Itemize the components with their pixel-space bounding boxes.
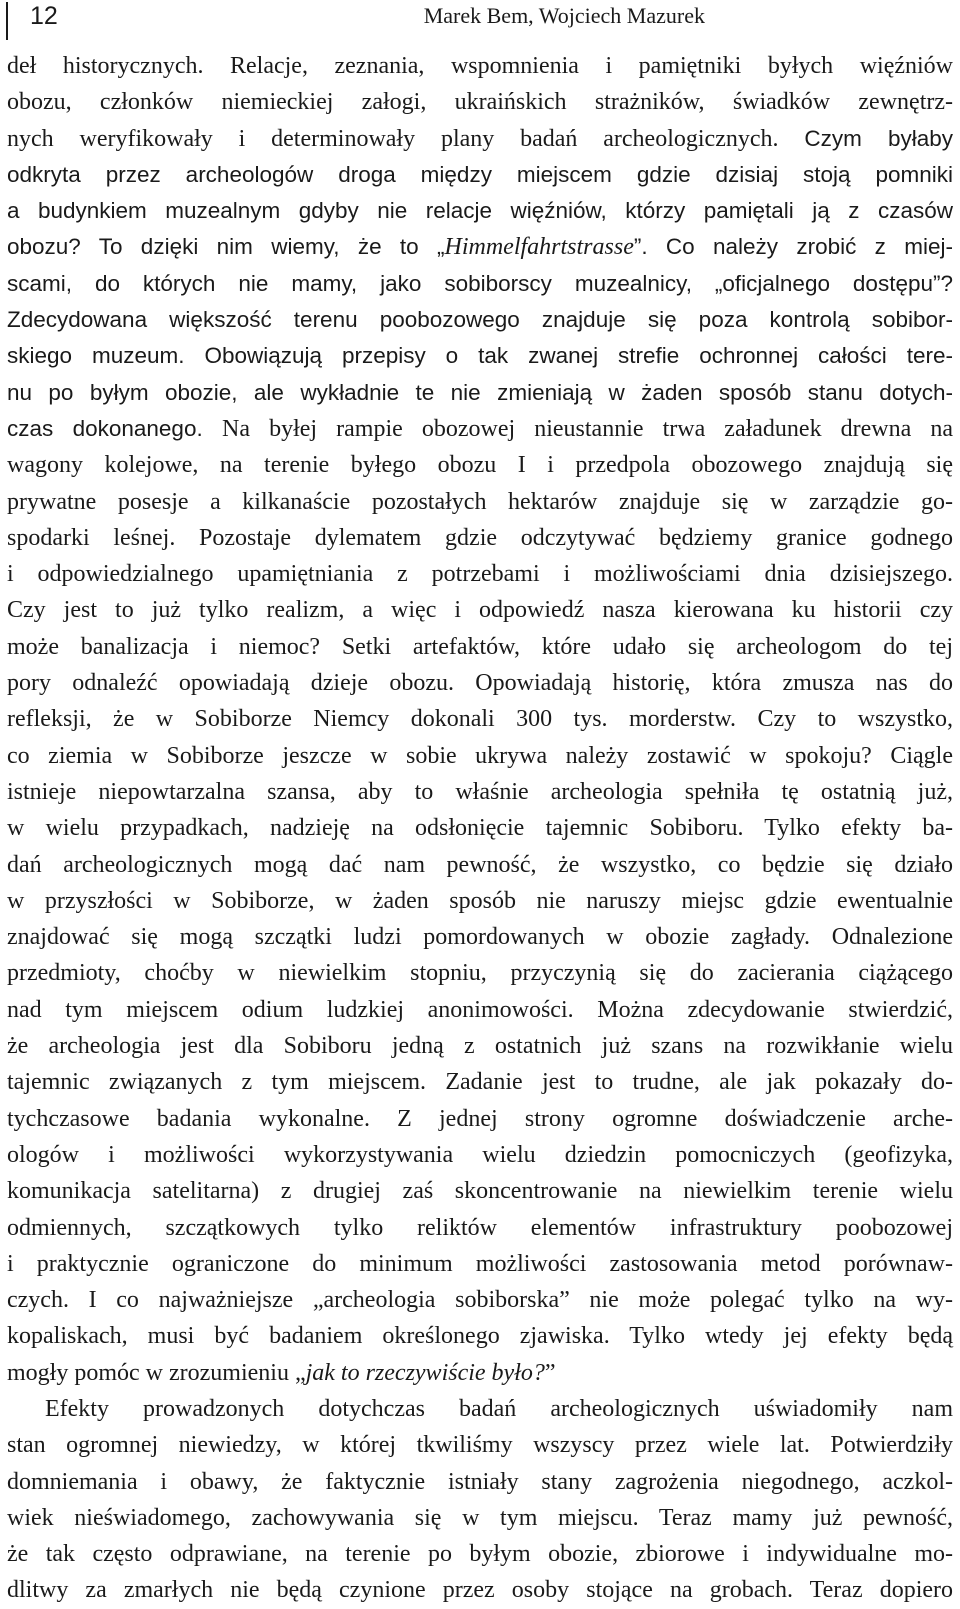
- text-line: [7, 302, 953, 338]
- text-run: może banalizacja i niemoc? Setki artefaktów, które udało się archeologom do tej: [7, 633, 953, 660]
- text-run: że archeologia jest dla Sobiboru jedną z ostatnich już szans na rozwikłanie wielu: [7, 1033, 953, 1060]
- text-run: jak to rzeczywiście było?: [305, 1359, 545, 1386]
- text-run: co ziemia w Sobiborze jeszcze w sobie ukrywa należy zostawić w spokoju? Ciągle: [7, 742, 953, 769]
- body-text: [7, 48, 953, 1609]
- text-line: [7, 847, 953, 883]
- text-run: że tak często odprawiane, na terenie po byłym obozie, zbiorowe i indywidualne mo-: [7, 1541, 953, 1568]
- text-line: [7, 556, 953, 592]
- text-line: [7, 1210, 953, 1246]
- text-line: [7, 1028, 953, 1064]
- text-run: czych. I co najważniejsze „archeologia sobiborska” nie może polegać tylko na wy-: [7, 1287, 953, 1314]
- text-run: nych weryfikowały i determinowały plany badań archeologicznych.: [7, 125, 805, 152]
- page-header: [0, 0, 960, 44]
- text-run: znajdować się mogą szczątki ludzi pomordowanych w obozie zagłady. Odnalezione: [7, 924, 953, 951]
- text-line: [7, 955, 953, 991]
- text-line: [7, 1500, 953, 1536]
- text-line: [7, 447, 953, 483]
- text-line: [7, 338, 953, 374]
- text-line: [7, 701, 953, 737]
- text-run: przedmioty, choćby w niewielkim stopniu, przyczynią się do zacierania ciążącego: [7, 960, 953, 987]
- text-line: [7, 592, 953, 628]
- text-run: tajemnic związanych z tym miejscem. Zadanie jest to trudne, ale jak pokazały do-: [7, 1069, 953, 1096]
- text-run: istnieje niepowtarzalna szansa, aby to właśnie archeologia spełniła tę ostatnią już,: [7, 778, 953, 805]
- text-run: wagony kolejowe, na terenie byłego obozu I i przedpola obozowego znajdują się: [7, 452, 953, 479]
- text-run: wiek nieświadomego, zachowywania się w tym miejscu. Teraz mamy już pewność,: [7, 1504, 953, 1531]
- text-line: [7, 992, 953, 1028]
- text-run: komunikacja satelitarna) z drugiej zaś skoncentrowanie na niewielkim terenie wielu: [7, 1178, 953, 1205]
- text-run: Himmelfahrtstrasse: [444, 234, 634, 261]
- text-run: czas dokonanego.: [7, 415, 223, 441]
- text-run: Na byłej rampie obozowej nieustannie trwa załadunek drewna na: [222, 415, 953, 442]
- text-run: a budynkiem muzealnym gdyby nie relacje więźniów, którzy pamiętali ją z czasów: [7, 198, 953, 224]
- text-line: [7, 774, 953, 810]
- text-run: nu po byłym obozie, ale wykładnie te nie zmieniają w żaden sposób stanu dotych-: [7, 379, 953, 405]
- text-run: mogły pomóc w zrozumieniu „: [7, 1359, 306, 1386]
- text-run: Efekty prowadzonych dotychczas badań archeologicznych uświadomiły nam: [45, 1395, 953, 1422]
- text-line: [7, 1427, 953, 1463]
- text-run: domniemania i obawy, że faktycznie istniały stany zagrożenia niegodnego, aczkol-: [7, 1468, 953, 1495]
- text-line: [7, 665, 953, 701]
- text-line: [7, 484, 953, 520]
- text-line: [7, 1464, 953, 1500]
- text-line: [7, 229, 953, 265]
- text-line: [7, 375, 953, 411]
- text-run: dlitwy za zmarłych nie będą czynione przez osoby stojące na grobach. Teraz dopiero: [7, 1577, 953, 1604]
- text-run: obozu, członków niemieckiej załogi, ukraińskich strażników, świadków zewnętrz-: [7, 89, 953, 116]
- text-run: skiego muzeum.: [7, 343, 205, 369]
- text-run: scami, do których nie mamy, jako sobiborscy muzealnicy, „oficjalnego dostępu”?: [7, 270, 953, 296]
- text-line: [7, 1246, 953, 1282]
- text-line: [7, 810, 953, 846]
- text-run: pory odnaleźć opowiadają dzieje obozu. Opowiadają historię, która zmusza nas do: [7, 670, 953, 697]
- text-line: [7, 629, 953, 665]
- text-line: [7, 919, 953, 955]
- text-line: [7, 48, 953, 84]
- text-run: dań archeologicznych mogą dać nam pewność, że wszystko, co będzie się działo: [7, 851, 953, 878]
- text-line: [7, 1101, 953, 1137]
- text-run: w wielu przypadkach, nadzieję na odsłonięcie tajemnic Sobiboru. Tylko efekty ba-: [7, 815, 953, 842]
- text-run: spodarki leśnej. Pozostaje dylematem gdzie odczytywać będziemy granice godnego: [7, 524, 953, 551]
- text-run: tychczasowe badania wykonalne. Z jednej strony ogromne doświadczenie arche-: [7, 1105, 953, 1132]
- text-line: [7, 193, 953, 229]
- text-run: Obowiązują przepisy o tak zwanej strefie ochronnej całości tere-: [204, 343, 953, 369]
- text-run: nad tym miejscem odium ludzkiej anonimowości. Można zdecydowanie stwierdzić,: [7, 996, 953, 1023]
- text-line: [7, 84, 953, 120]
- text-line: [7, 1282, 953, 1318]
- text-run: Czym byłaby: [804, 125, 953, 151]
- text-run: ologów i możliwości wykorzystywania wielu dziedzin pomocniczych (geofizyka,: [7, 1141, 953, 1168]
- text-run: prywatne posesje a kilkanaście pozostałych hektarów znajduje się w zarządzie go-: [7, 488, 953, 515]
- text-line: [7, 1173, 953, 1209]
- text-line: [7, 1391, 953, 1427]
- text-run: kopaliskach, musi być badaniem określonego zjawiska. Tylko wtedy jej efekty będą: [7, 1323, 953, 1350]
- running-head-authors: Marek Bem, Wojciech Mazurek: [423, 3, 705, 28]
- text-line: [7, 520, 953, 556]
- text-run: i praktycznie ograniczone do minimum możliwości zastosowania metod porównaw-: [7, 1250, 953, 1277]
- text-line: [7, 411, 953, 447]
- page-number: 12: [30, 2, 58, 30]
- text-line: [7, 738, 953, 774]
- text-line: [7, 883, 953, 919]
- text-line: [7, 1137, 953, 1173]
- text-run: Czy jest to już tylko realizm, a więc i odpowiedź nasza kierowana ku historii czy: [7, 597, 953, 624]
- text-run: w przyszłości w Sobiborze, w żaden sposób nie naruszy miejsc gdzie ewentualnie: [7, 887, 953, 914]
- text-run: i odpowiedzialnego upamiętniania z potrzebami i możliwościami dnia dzisiejszego.: [7, 561, 953, 588]
- text-run: odkryta przez archeologów droga między miejscem gdzie dzisiaj stoją pomniki: [7, 161, 953, 187]
- text-run: obozu? To dzięki nim wiemy, że to „: [7, 234, 445, 260]
- text-run: ”.: [633, 234, 666, 260]
- text-line: [7, 1355, 953, 1391]
- header-rule: [6, 2, 8, 40]
- text-run: ”: [544, 1359, 556, 1386]
- text-line: [7, 266, 953, 302]
- text-run: refleksji, że w Sobiborze Niemcy dokonali 300 tys. morderstw. Czy to wszystko,: [7, 706, 953, 733]
- text-line: [7, 121, 953, 157]
- text-line: [7, 1318, 953, 1354]
- text-run: Zdecydowana większość terenu poobozowego znajduje się poza kontrolą sobibor-: [7, 307, 953, 333]
- text-run: odmiennych, szczątkowych tylko reliktów elementów infrastruktury poobozowej: [7, 1214, 953, 1241]
- text-run: Co należy zrobić z miej-: [665, 234, 953, 260]
- text-line: [7, 157, 953, 193]
- text-line: [7, 1064, 953, 1100]
- text-run: deł historycznych. Relacje, zeznania, wspomnienia i pamiętniki byłych więźniów: [7, 53, 953, 79]
- text-run: stan ogromnej niewiedzy, w której tkwiliśmy wszyscy przez wiele lat. Potwierdziły: [7, 1432, 953, 1459]
- text-line: [7, 1572, 953, 1608]
- text-line: [7, 1536, 953, 1572]
